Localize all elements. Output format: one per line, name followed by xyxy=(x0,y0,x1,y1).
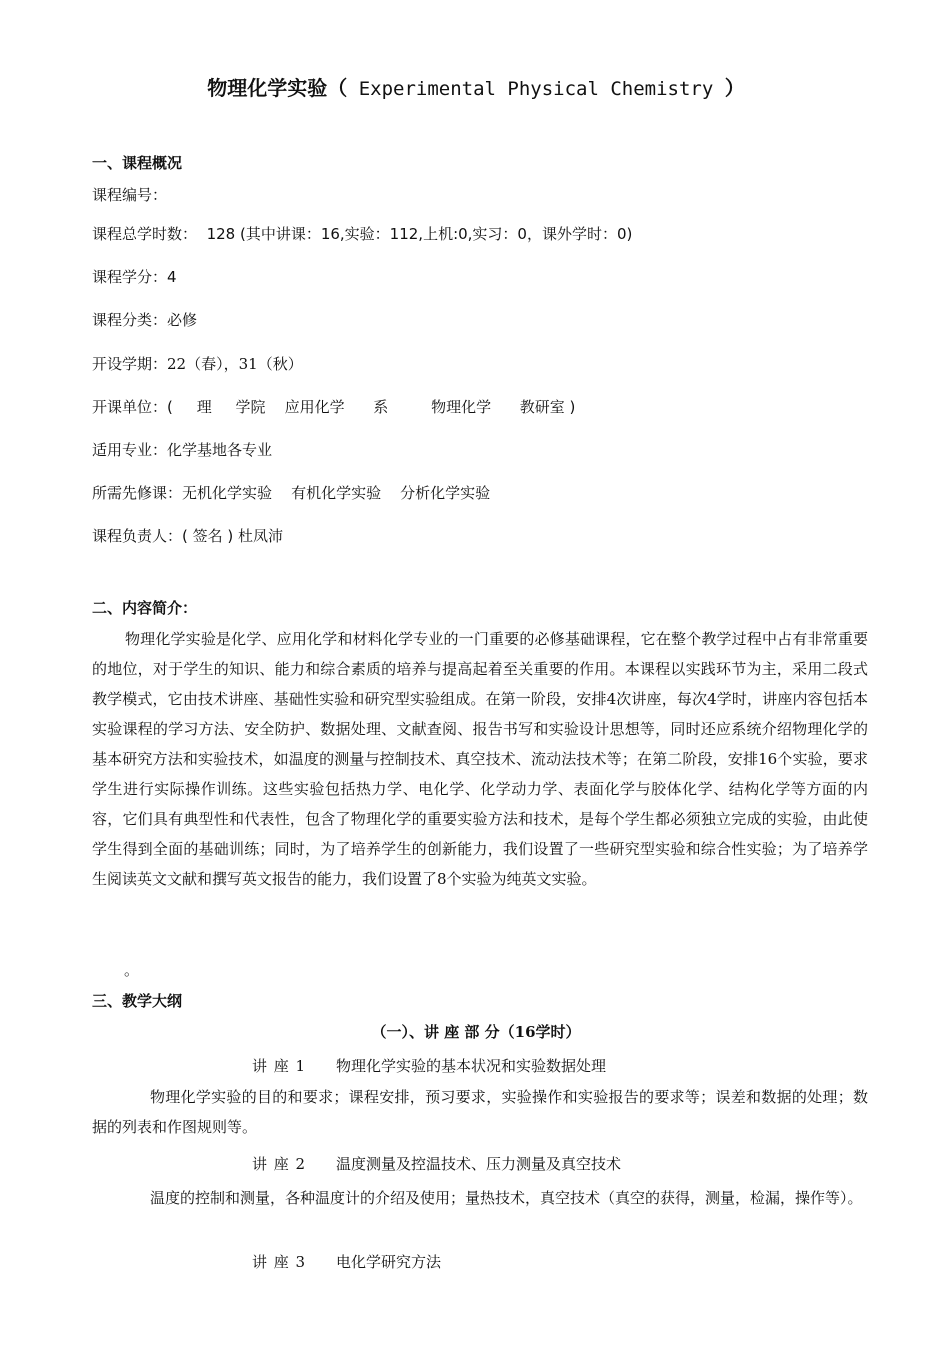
lecture-number: 讲 座 3 xyxy=(252,1253,307,1271)
section-1-heading: 一、课程概况 xyxy=(92,154,183,172)
field-value: 4 xyxy=(167,268,177,286)
field-label: 开设学期： xyxy=(92,355,168,373)
field-label: 课程编号： xyxy=(92,186,168,204)
field-instructor xyxy=(92,525,283,546)
document-title xyxy=(0,72,952,101)
field-label: 课程分类： xyxy=(92,311,168,329)
section-3-heading: 三、教学大纲 xyxy=(92,992,183,1010)
field-value: 22（春），31（秋） xyxy=(167,355,303,373)
field-value: 无机化学实验 有机化学实验 分析化学实验 xyxy=(182,484,491,502)
field-value: ( 理 学院 应用化学 系 物理化学 教研室 ) xyxy=(167,398,576,416)
field-semester xyxy=(92,353,303,374)
title-cn: 物理化学实验（ xyxy=(207,76,348,100)
lecture-title: 物理化学实验的基本状况和实验数据处理 xyxy=(336,1057,607,1075)
lecture-number: 讲 座 2 xyxy=(252,1155,307,1173)
field-label: 适用专业： xyxy=(92,441,168,459)
field-value: 128 (其中讲课：16,实验：112,上机:0,实习：0，课外学时：0) xyxy=(206,225,633,243)
field-label: 课程总学时数： xyxy=(92,225,198,243)
field-course-code xyxy=(92,184,167,205)
field-label: 开课单位： xyxy=(92,398,168,416)
field-value: ( 签名 ) 杜凤沛 xyxy=(182,527,284,545)
field-category xyxy=(92,309,197,330)
field-major xyxy=(92,439,272,460)
field-value: 必修 xyxy=(167,311,198,329)
lecture-number: 讲 座 1 xyxy=(252,1057,307,1075)
section-2-heading: 二、内容简介： xyxy=(92,599,198,617)
trailing-mark: 。 xyxy=(124,961,140,979)
lecture-part-heading: （一）、讲 座 部 分（16学时） xyxy=(371,1023,581,1041)
field-label: 课程负责人： xyxy=(92,527,183,545)
title-en: Experimental Physical Chemistry xyxy=(347,78,725,100)
lecture-title: 温度测量及控温技术、压力测量及真空技术 xyxy=(336,1155,622,1173)
field-label: 所需先修课： xyxy=(92,484,183,502)
title-close: ） xyxy=(724,76,745,100)
field-value: 化学基地各专业 xyxy=(167,441,273,459)
lecture-2-description: 温度的控制和测量，各种温度计的介绍及使用；量热技术，真空技术（真空的获得，测量，检漏，操作等）。 xyxy=(150,1189,863,1207)
field-prerequisites xyxy=(92,482,490,503)
lecture-1-title-line xyxy=(252,1055,606,1076)
field-label: 课程学分： xyxy=(92,268,168,286)
field-department xyxy=(92,396,575,417)
lecture-2-title-line xyxy=(252,1153,621,1174)
lecture-1-description: 物理化学实验的目的和要求；课程安排，预习要求，实验操作和实验报告的要求等；误差和数据的处理；数据的列表和作图规则等。 xyxy=(92,1088,868,1136)
lecture-title: 电化学研究方法 xyxy=(336,1253,442,1271)
lecture-3-title-line xyxy=(252,1251,441,1272)
field-total-hours xyxy=(92,223,632,244)
field-credits xyxy=(92,266,177,287)
intro-paragraph: 物理化学实验是化学、应用化学和材料化学专业的一门重要的必修基础课程，它在整个教学过程中占有非常重要的地位，对于学生的知识、能力和综合素质的培养与提高起着至关重要的作用。本课程以实践环节为主，采用二段式教学模式，它由技术讲座、基础性实验和研究型实验组成。在第一阶段，安排4次讲座，每次4学时，讲座内容包括本实验课程的学习方法、安全防护、数据处理、文献查阅、报告书写和实验设计思想等，同时还应系统介绍物理化学的基本研究方法和实验技术，如温度的测量与控制技术、真空技术、流动法技术等；在第二阶段，安排16个实验，要求学生进行实际操作训练。这些实验包括热力学、电化学、化学动力学、表面化学与胶体化学、结构化学等方面的内容，它们具有典型性和代表性，包含了物理化学的重要实验方法和技术，是每个学生都必须独立完成的实验，由此使学生得到全面的基础训练；同时，为了培养学生的创新能力，我们设置了一些研究型实验和综合性实验；为了培养学生阅读英文文献和撰写英文报告的能力，我们设置了8个实验为纯英文实验。 xyxy=(92,630,868,888)
